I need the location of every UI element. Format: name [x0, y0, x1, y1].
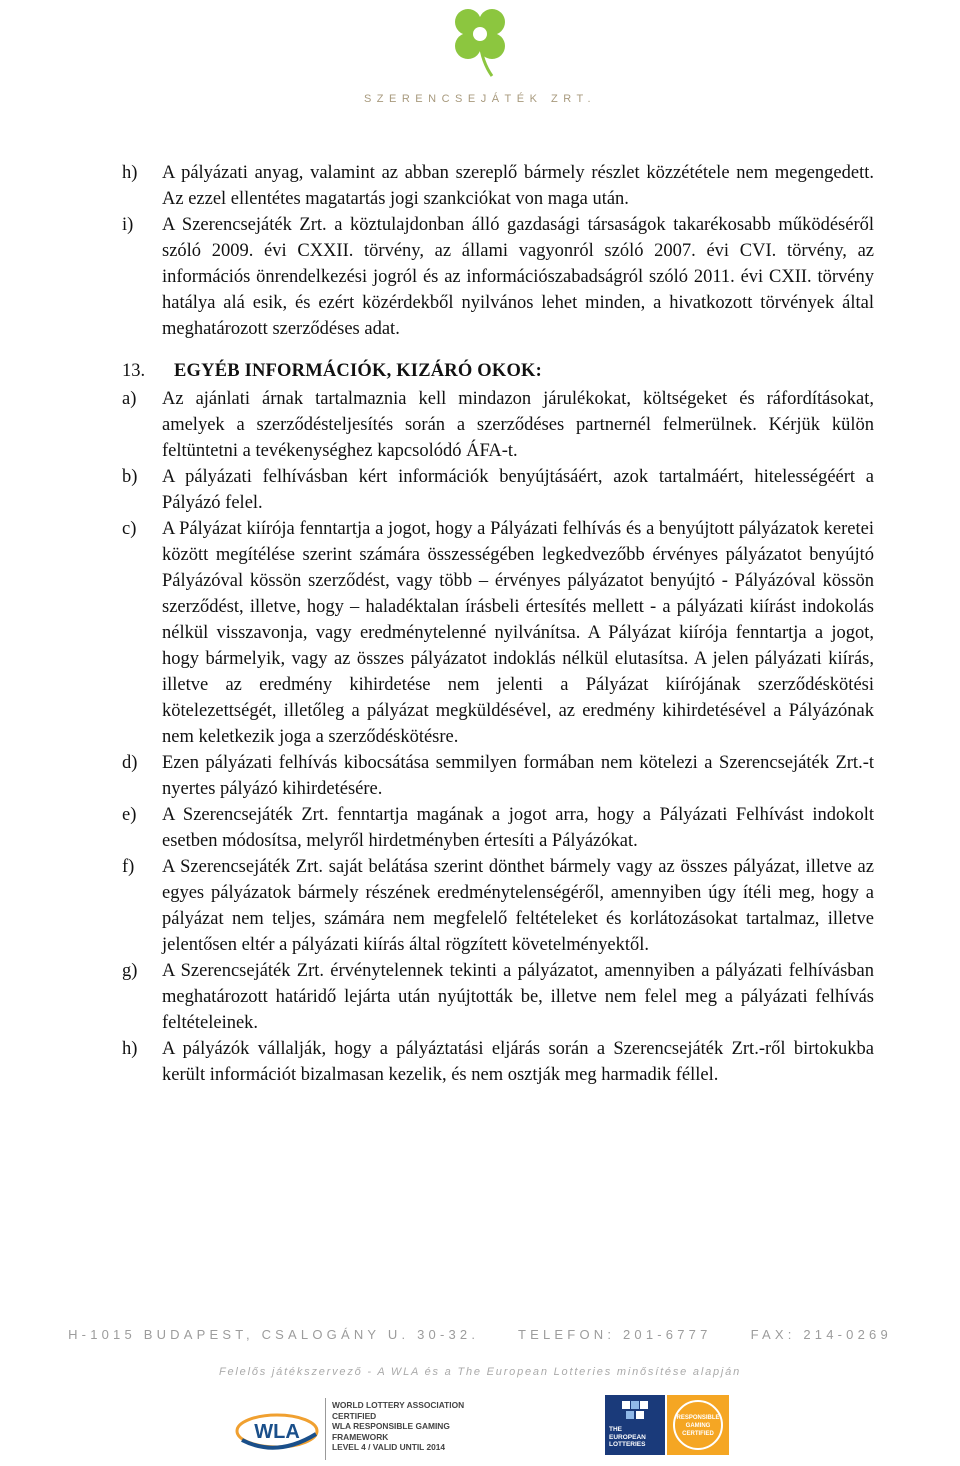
wla-line: FRAMEWORK [332, 1431, 389, 1442]
item-text: Az ajánlati árnak tartalmaznia kell mindazon járulékokat, költségeket és ráfordításokat, amelyek a szerződésteljesítés során a szerződéses partnernél felmerülnek. Kérjük külön feltüntetni a tevékenységhez kapcsolódó ÁFA-t. [162, 389, 874, 461]
list-item [122, 854, 874, 958]
footer-address: H-1015 BUDAPEST, CSALOGÁNY U. 30-32. [68, 1327, 480, 1342]
item-label: a) [122, 389, 137, 409]
european-lotteries-text [609, 1426, 663, 1449]
badge-line: RESPONSIBLE [676, 1415, 720, 1421]
item-label: d) [122, 753, 138, 773]
wla-logo-icon [232, 1404, 322, 1456]
company-logo-text: SZERENCSEJÁTÉK ZRT. [363, 93, 597, 105]
list-item [122, 516, 874, 750]
item-label: i) [122, 215, 134, 235]
el-line: EUROPEAN [609, 1433, 646, 1441]
page-header [0, 0, 960, 140]
item-label: c) [122, 519, 137, 539]
item-text: A Szerencsejáték Zrt. fenntartja magának a jogot arra, hogy a Pályázati Felhívást indokolt esetben módosítsa, melyről hirdetményben értesíti a Pályázókat. [162, 805, 874, 851]
item-text: A Szerencsejáték Zrt. saját belátása szerint dönthet bármely vagy az összes pályázat, illetve az egyes pályázatok bármely részének eredménytelenségéről, amennyiben úgy ítéli meg, hogy a pályázat nem teljes, számára nem megfelelő feltételeket és korlátozásokat tartalmaz, illetve jelentősen eltér a pályázati kiírás által rögzített követelményektől. [162, 857, 874, 955]
el-line: LOTTERIES [609, 1441, 646, 1448]
item-text: A Pályázat kiírója fenntartja a jogot, hogy a Pályázati felhívás és a benyújtott pályázatok keretei között megítélése szerint számára összességében legkedvezőbb érvényes pályázatot benyújtó Pályázóval kössön szerződést, vagy több – érvényes pályázatot benyújtó - Pályázóval kössön szerződést, illetve, hogy – haladéktalan írásbeli értesítés mellett - a pályázati kiírást indokolás nélkül visszavonja, vagy eredménytelenné nyilvánítsa. A Pályázat kiírója fenntartja a jogot, hogy bármelyik, vagy az összes pályázatot indoklás nélkül elutasítsa. A jelen pályázati kiírás, illetve az eredmény kihirdetése nem jelenti a Pályázat kiírójának szerződéskötési kötelezettségét, illetőleg a pályázat megküldésével, az eredmény kihirdetésével a Pályázónak nem keletkezik joga a szerződéskötésre. [162, 519, 874, 747]
footer-phone: TELEFON: 201-6777 [517, 1327, 712, 1342]
footer-fax: FAX: 214-0269 [750, 1327, 892, 1342]
el-line: THE [609, 1426, 622, 1433]
wla-certification [332, 1400, 522, 1453]
wla-line: CERTIFIED [332, 1410, 377, 1421]
item-text: A pályázók vállalják, hogy a pályáztatási eljárás során a Szerencsejáték Zrt.-ről birtokukba került információt bizalmasan kezelik, és nem osztják meg harmadik féllel. [162, 1039, 874, 1085]
item-text: A Szerencsejáték Zrt. a köztulajdonban álló gazdasági társaságok takarékosabb működéséről szóló 2009. évi CXXII. törvény, az állami vagyonról szóló 2007. évi CVI. törvény, az információs önrendelkezési jogról és az információszabadságról szóló 2011. évi CXII. törvény hatálya alá esik, és ezért közérdekből nyilvános lehet minden, a hivatkozott törvények által meghatározott szerződéses adat. [162, 215, 874, 339]
section-heading [122, 358, 874, 384]
wla-line: LEVEL 4 / VALID UNTIL 2014 [332, 1442, 446, 1453]
responsible-gaming-badge-icon [667, 1395, 729, 1455]
wla-line: WLA RESPONSIBLE GAMING [332, 1421, 450, 1432]
list-item [122, 464, 874, 516]
footer-tagline: Felelős játékszervező - A WLA és a The European Lotteries minősítése alapján [219, 1366, 741, 1378]
list-item [122, 958, 874, 1036]
document-body [122, 160, 874, 1088]
item-label: b) [122, 467, 138, 487]
clover-logo-icon [440, 2, 520, 80]
european-lotteries-mark-icon [620, 1399, 650, 1423]
list-item [122, 212, 874, 342]
item-label: f) [122, 857, 135, 877]
item-label: g) [122, 961, 138, 981]
section-title: EGYÉB INFORMÁCIÓK, KIZÁRÓ OKOK: [174, 361, 542, 381]
wla-line: WORLD LOTTERY ASSOCIATION [332, 1400, 465, 1410]
badge-line: CERTIFIED [682, 1431, 714, 1437]
wla-logo-text: WLA [254, 1421, 300, 1443]
footer-divider [325, 1398, 326, 1460]
item-text: A pályázati felhívásban kért információk benyújtásáért, azok tartalmáért, hitelességéért a Pályázó felel. [162, 467, 874, 513]
list-item [122, 802, 874, 854]
item-label: h) [122, 163, 138, 183]
list-item [122, 386, 874, 464]
item-label: e) [122, 805, 137, 825]
item-label: h) [122, 1039, 138, 1059]
list-item [122, 160, 874, 212]
section-number: 13. [122, 361, 146, 381]
item-text: Ezen pályázati felhívás kibocsátása semmilyen formában nem kötelezi a Szerencsejáték Zrt.-t nyertes pályázó kihirdetésére. [162, 753, 874, 799]
list-item [122, 1036, 874, 1088]
badge-line: GAMING [685, 1423, 711, 1429]
list-item [122, 750, 874, 802]
item-text: A Szerencsejáték Zrt. érvénytelennek tekinti a pályázatot, amennyiben a pályázati felhívásban meghatározott határidő lejárta után nyújtották be, illetve nem felel meg a pályázati felhívás feltételeinek. [162, 961, 874, 1033]
footer-contact [50, 1327, 910, 1342]
item-text: A pályázati anyag, valamint az abban szereplő bármely részlet közzététele nem megengedett. Az ezzel ellentétes magatartás jogi szankciókat von maga után. [162, 163, 874, 209]
